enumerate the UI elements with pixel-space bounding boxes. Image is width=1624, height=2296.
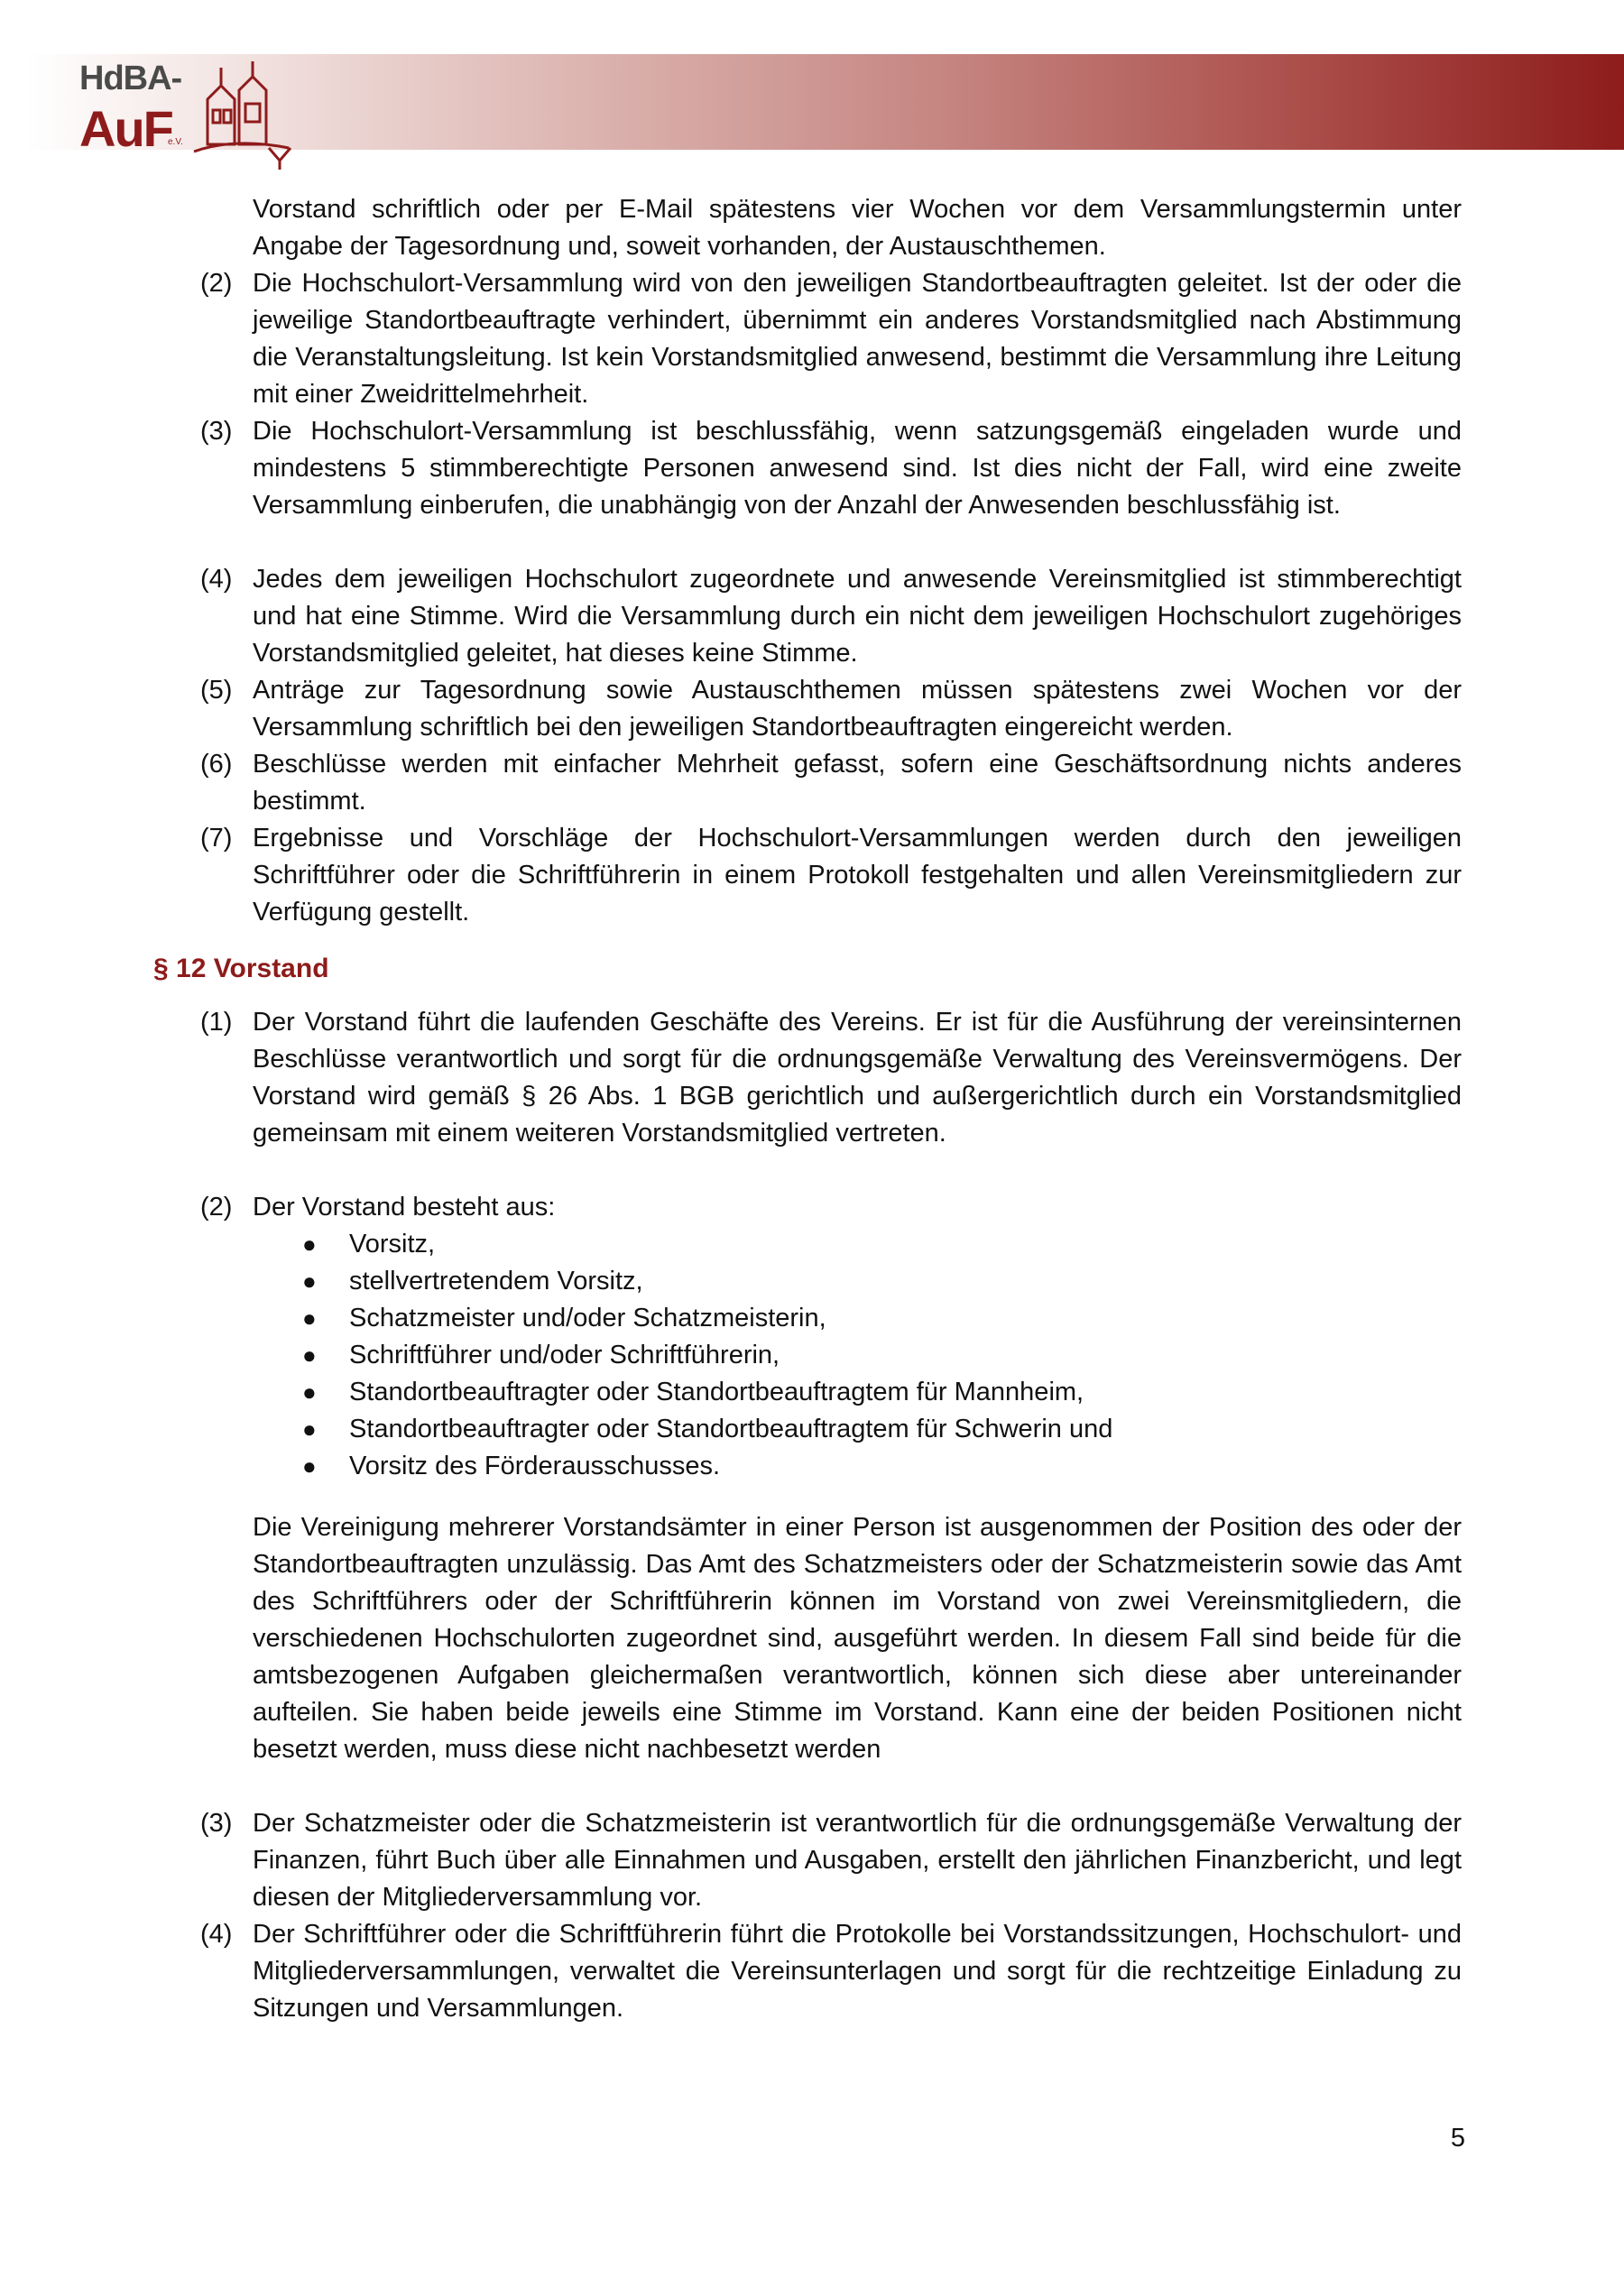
continuation-text: Vorstand schriftlich oder per E-Mail spätestens vier Wochen vor dem Versammlungstermin unter Angabe der Tagesordnung und, soweit vorhanden, der Austauschthemen. bbox=[253, 195, 1462, 261]
list-item-text: Beschlüsse werden mit einfacher Mehrheit gefasst, sofern eine Geschäftsordnung nichts anderes bestimmt. bbox=[253, 750, 1462, 816]
bullet-text: Standortbeauftragter oder Standortbeauftragtem für Schwerin und bbox=[349, 1415, 1113, 1443]
bullet-icon: ● bbox=[302, 1268, 317, 1295]
list-item-text: Der Vorstand besteht aus: bbox=[253, 1193, 556, 1222]
list-item-text: Die Hochschulort-Versammlung ist beschlussfähig, wenn satzungsgemäß eingeladen wurde und mindestens 5 stimmberechtigte Personen anwesend sind. Ist dies nicht der Fall, wird eine zweite Versammlung einberufen, die unabhängig von der Anzahl der Anwesenden beschlussfähig ist. bbox=[253, 417, 1462, 520]
bullet-text: Schriftführer und/oder Schriftführerin, bbox=[349, 1341, 780, 1369]
combined-offices-paragraph: Die Vereinigung mehrerer Vorstandsämter in einer Person ist ausgenommen der Position des oder der Standortbeauftragten unzulässig. Das Amt des Schatzmeisters oder der Schatzmeisterin sowie das Amt des Schriftführers oder der Schriftführerin können im Vorstand von zwei Vereinsmitgliedern, die verschiedenen Hochschulorten zugeordnet sind, ausgeführt werden. In diesem Fall sind beide für die amtsbezogenen Aufgaben gleichermaßen verantwortlich, können sich diese aber untereinander aufteilen. Sie haben beide jeweils eine Stimme im Vorstand. Kann eine der beiden Positionen nicht besetzt werden, muss diese nicht nachbesetzt werden bbox=[253, 1513, 1462, 1764]
bullet-text: Schatzmeister und/oder Schatzmeisterin, bbox=[349, 1304, 826, 1332]
list-item-number: (6) bbox=[200, 750, 233, 779]
list-item-text: Der Schriftführer oder die Schriftführerin führt die Protokolle bei Vorstandssitzungen, Hochschulort- und Mitgliederversammlungen, verwaltet die Vereinsunterlagen und sorgt für die rechtzeitige Einladung zu Sitzungen und Versammlungen. bbox=[253, 1920, 1462, 2023]
list-item-number: (1) bbox=[200, 1008, 233, 1037]
list-item-text: Ergebnisse und Vorschläge der Hochschulort-Versammlungen werden durch den jeweiligen Schriftführer oder die Schriftführerin in einem Protokoll festgehalten und allen Vereinsmitgliedern zur Verfügung gestellt. bbox=[253, 824, 1462, 927]
bullet-text: Standortbeauftragter oder Standortbeauftragtem für Mannheim, bbox=[349, 1378, 1084, 1406]
list-item-number: (3) bbox=[200, 1809, 233, 1838]
bullet-text: Vorsitz des Förderausschusses. bbox=[349, 1452, 721, 1480]
list-item-number: (4) bbox=[200, 565, 233, 594]
logo-text-ev: e.V. bbox=[168, 137, 183, 147]
list-item-text: Jedes dem jeweiligen Hochschulort zugeordnete und anwesende Vereinsmitglied ist stimmberechtigt und hat eine Stimme. Wird die Versammlung durch ein nicht dem jeweiligen Hochschulort zugehöriges Vorstandsmitglied geleitet, hat dieses keine Stimme. bbox=[253, 565, 1462, 668]
list-item-text: Der Schatzmeister oder die Schatzmeisterin ist verantwortlich für die ordnungsgemäße Verwaltung der Finanzen, führt Buch über alle Einnahmen und Ausgaben, erstellt den jährlichen Finanzbericht, und legt diesen der Mitgliederversammlung vor. bbox=[253, 1809, 1462, 1912]
bullet-icon: ● bbox=[302, 1231, 317, 1258]
list-item-number: (5) bbox=[200, 676, 233, 705]
bullet-text: stellvertretendem Vorsitz, bbox=[349, 1267, 643, 1296]
list-item-text: Der Vorstand führt die laufenden Geschäfte des Vereins. Er ist für die Ausführung der vereinsinternen Beschlüsse verantwortlich und sorgt für die ordnungsgemäße Verwaltung des Vereinsvermögens. Der Vorstand wird gemäß § 26 Abs. 1 BGB gerichtlich und außergerichtlich durch ein Vorstandsmitglied gemeinsam mit einem weiteren Vorstandsmitglied vertreten. bbox=[253, 1008, 1462, 1148]
list-item-number: (4) bbox=[200, 1920, 233, 1949]
list-item-number: (7) bbox=[200, 824, 233, 853]
bullet-icon: ● bbox=[302, 1379, 317, 1406]
logo-text-hdba: HdBA- bbox=[79, 60, 182, 97]
list-item-number: (2) bbox=[200, 1193, 233, 1222]
page-number: 5 bbox=[1450, 2124, 1465, 2153]
list-item-number: (3) bbox=[200, 417, 233, 446]
bullet-icon: ● bbox=[302, 1415, 317, 1443]
building-icon bbox=[189, 54, 298, 171]
logo-text-auf: AuF bbox=[79, 100, 172, 157]
list-item-number: (2) bbox=[200, 269, 233, 298]
section-heading: § 12 Vorstand bbox=[153, 954, 329, 983]
logo bbox=[54, 54, 307, 171]
bullet-icon: ● bbox=[302, 1342, 317, 1369]
bullet-icon: ● bbox=[302, 1452, 317, 1480]
list-item-text: Die Hochschulort-Versammlung wird von den jeweiligen Standortbeauftragten geleitet. Ist der oder die jeweilige Standortbeauftragte verhindert, übernimmt ein anderes Vorstandsmitglied nach Abstimmung die Veranstaltungsleitung. Ist kein Vorstandsmitglied anwesend, bestimmt die Versammlung ihre Leitung mit einer Zweidrittelmehrheit. bbox=[253, 269, 1462, 409]
list-item-text: Anträge zur Tagesordnung sowie Austauschthemen müssen spätestens zwei Wochen vor der Versammlung schriftlich bei den jeweiligen Standortbeauftragten eingereicht werden. bbox=[253, 676, 1462, 742]
bullet-icon: ● bbox=[302, 1305, 317, 1332]
bullet-text: Vorsitz, bbox=[349, 1230, 436, 1259]
